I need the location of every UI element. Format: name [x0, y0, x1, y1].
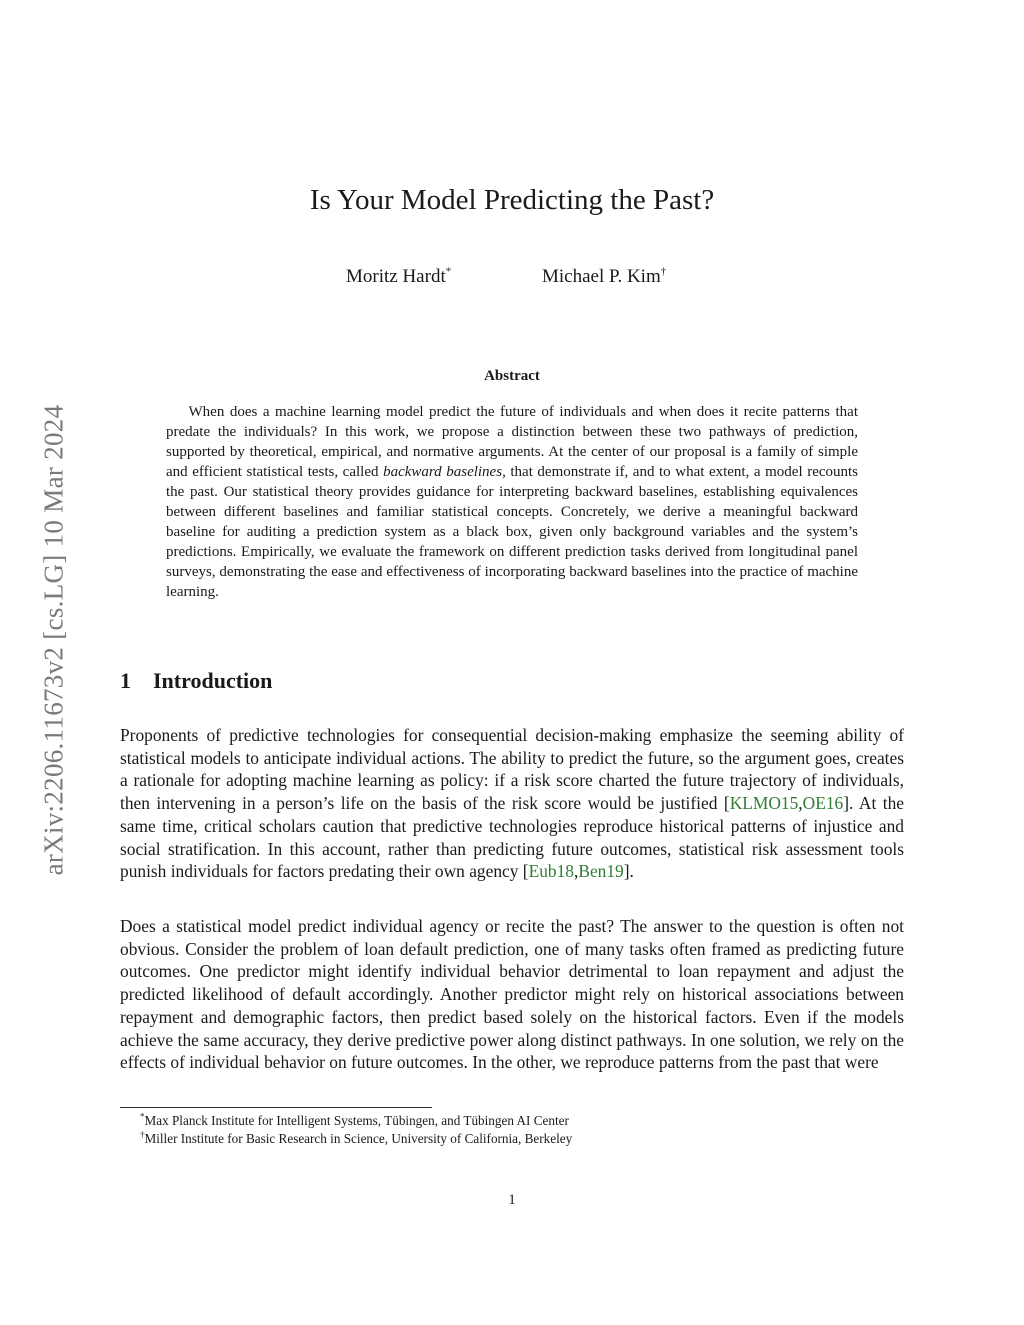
- abstract-emphasis: backward baselines: [383, 464, 503, 480]
- citation-separator: ,: [573, 861, 579, 882]
- author-kim: [542, 266, 666, 288]
- affiliation-mark: †: [660, 265, 667, 278]
- page-number: 1: [508, 1192, 516, 1208]
- affiliation-mark: *: [445, 265, 452, 278]
- footnote-mark: *: [140, 1111, 145, 1122]
- footnote-2: [140, 1131, 572, 1147]
- citation-link-eub18[interactable]: Eub18: [528, 861, 574, 882]
- abstract-heading: Abstract: [484, 368, 540, 384]
- footnote-1: [140, 1113, 569, 1129]
- citation-link-klmo15[interactable]: KLMO15: [729, 793, 799, 814]
- paper-title: Is Your Model Predicting the Past?: [309, 184, 715, 216]
- citation-link-ben19[interactable]: Ben19: [578, 861, 624, 882]
- footnote-rule: [120, 1107, 432, 1108]
- paragraph-text: Proponents of predictive technologies for consequential decision-making emphasize the seeming ability of statistical models to anticipate individual actions. The ability to predict the future, so the argument goes, creates a rationale for adopting machine learning as policy: if a risk score charted the future trajectory of individuals, then intervening in a person’s life on the basis of the risk score would be justified [: [120, 725, 904, 814]
- abstract-text-1: When does a machine learning model predict the future of individuals and when does it recite patterns that predate the individuals? In this work, we propose a distinction between these two pathways of prediction, supported by theoretical, empirical, and normative arguments. At the center of our proposal is a family of simple and efficient statistical tests, called: [166, 404, 858, 480]
- citation-separator: ,: [798, 793, 803, 814]
- author-name: Michael P. Kim: [542, 266, 661, 287]
- section-title: Introduction: [153, 668, 273, 693]
- abstract-text-2: , that demonstrate if, and to what extent, a model recounts the past. Our statistical theory provides guidance for interpreting backward baselines, establishing equivalences between different baselines and familiar statistical concepts. Concretely, we derive a meaningful backward baseline for auditing a prediction system as a black box, given only background variables and the system’s predictions. Empirically, we evaluate the framework on different prediction tasks derived from longitudinal panel surveys, demonstrating the ease and effectiveness of incorporating backward baselines into the practice of machine learning.: [166, 464, 859, 600]
- paragraph-text: ]. At the same time, critical scholars caution that predictive technologies reproduce historical patterns of injustice and social stratification. In this account, rather than predicting future outcomes, statistical risk assessment tools punish individuals for factors predating their own agency [: [120, 793, 904, 882]
- abstract-body: [166, 402, 858, 602]
- section-heading-introduction: [120, 668, 272, 694]
- intro-paragraph-2: Does a statistical model predict individual agency or recite the past? The answer to the question is often not obvious. Consider the problem of loan default prediction, one of many tasks often framed as predicting future outcomes. One predictor might identify individual behavior detrimental to loan repayment and adjust the predicted likelihood of default accordingly. Another predictor might rely on historical associations between repayment and demographic factors, then predict based solely on the historical factors. Even if the models achieve the same accuracy, they derive predictive power along distinct pathways. In one solution, we rely on the effects of individual behavior on future outcomes. In the other, we reproduce patterns from the past that were: [120, 916, 904, 1073]
- footnote-text: Max Planck Institute for Intelligent Systems, Tübingen, and Tübingen AI Center: [144, 1113, 569, 1128]
- intro-paragraph-1: [120, 724, 904, 883]
- arxiv-identifier: arXiv:2206.11673v2 [cs.LG] 10 Mar 2024: [38, 404, 69, 876]
- author-hardt: [346, 266, 451, 288]
- author-name: Moritz Hardt: [346, 266, 446, 287]
- paragraph-text: ].: [623, 861, 634, 882]
- footnote-mark: †: [140, 1129, 145, 1140]
- footnote-text: Miller Institute for Basic Research in Science, University of California, Berkeley: [144, 1131, 573, 1146]
- section-number: 1: [120, 668, 131, 693]
- citation-link-oe16[interactable]: OE16: [802, 793, 844, 814]
